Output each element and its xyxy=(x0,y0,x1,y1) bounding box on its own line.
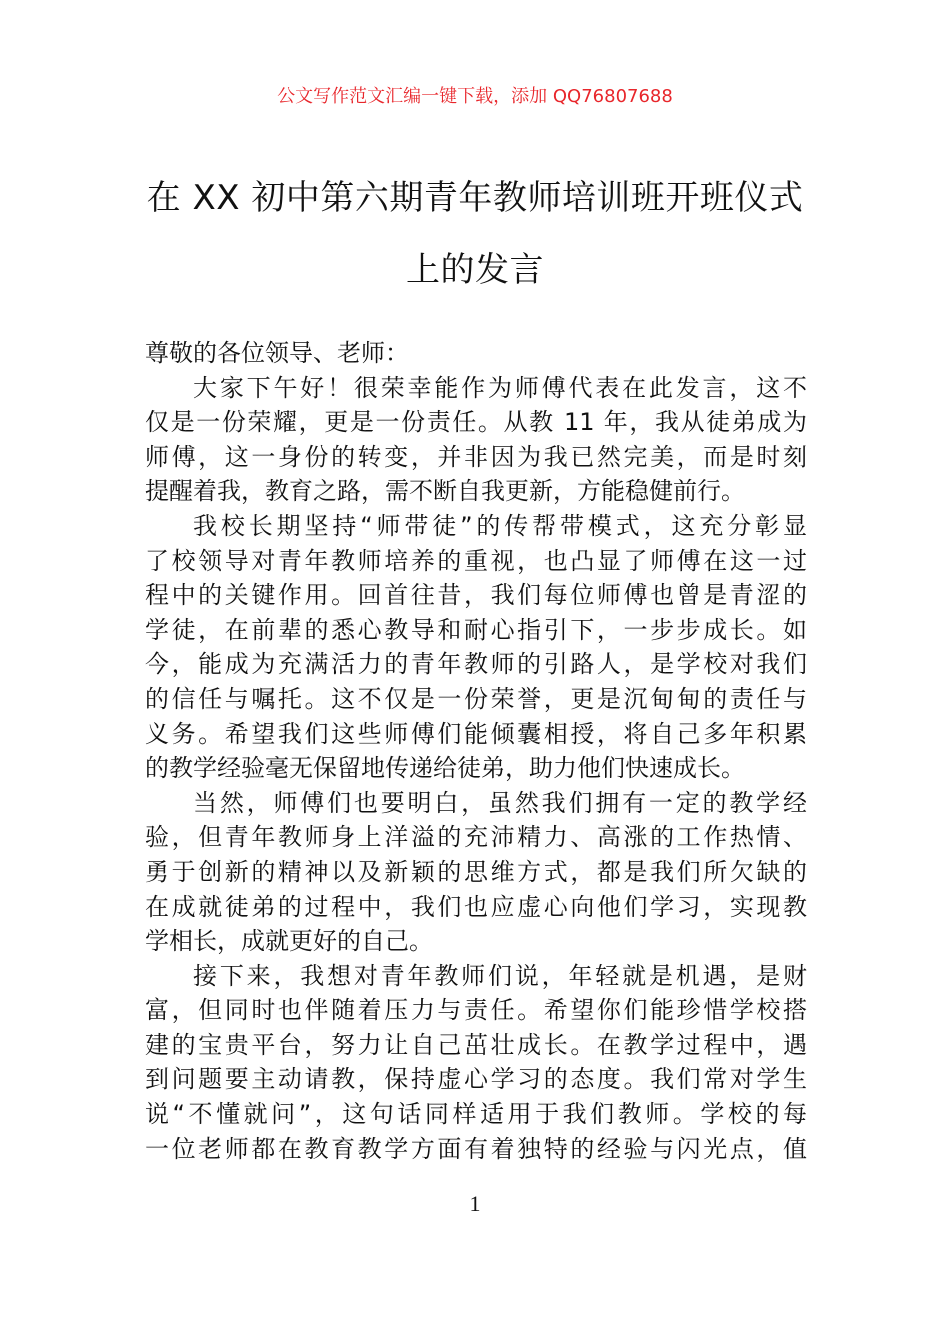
title-line-1: 在 XX 初中第六期青年教师培训班开班仪式 xyxy=(146,178,804,218)
paragraph-line: 提醒着我，教育之路，需不断自我更新，方能稳健前行。 xyxy=(145,477,745,506)
paragraph-1 xyxy=(145,371,807,509)
paragraph-line: 在成就徒弟的过程中，我们也应虚心向他们学习，实现教 xyxy=(145,892,807,921)
paragraph-line: 我校长期坚持“师带徒”的传帮带模式，这充分彰显 xyxy=(193,511,807,540)
paragraph-line: 仅是一份荣耀，更是一份责任。从教 11 年，我从徒弟成为 xyxy=(145,408,807,437)
document-body xyxy=(145,336,807,1166)
paragraph-line: 到问题要主动请教，保持虚心学习的态度。我们常对学生 xyxy=(145,1065,807,1094)
paragraph-line: 富，但同时也伴随着压力与责任。希望你们能珍惜学校搭 xyxy=(145,996,807,1025)
paragraph-line: 接下来，我想对青年教师们说，年轻就是机遇，是财 xyxy=(193,961,807,990)
paragraph-line: 今，能成为充满活力的青年教师的引路人，是学校对我们 xyxy=(145,650,807,679)
paragraph-line: 学徒，在前辈的悉心教导和耐心指引下，一步步成长。如 xyxy=(145,615,807,644)
paragraph-line: 师傅，这一身份的转变，并非因为我已然完美，而是时刻 xyxy=(145,442,807,471)
document-title xyxy=(140,162,810,306)
paragraph-line: 大家下午好！很荣幸能作为师傅代表在此发言，这不 xyxy=(193,373,807,402)
paragraph-line: 当然，师傅们也要明白，虽然我们拥有一定的教学经 xyxy=(193,788,807,817)
paragraph-line: 勇于创新的精神以及新颖的思维方式，都是我们所欠缺的 xyxy=(145,857,807,886)
paragraph-line: 了校领导对青年教师培养的重视，也凸显了师傅在这一过 xyxy=(145,546,807,575)
paragraph-3 xyxy=(145,786,807,959)
paragraph-line: 一位老师都在教育教学方面有着独特的经验与闪光点，值 xyxy=(145,1134,807,1163)
salutation: 尊敬的各位领导、老师： xyxy=(145,339,409,367)
paragraph-4 xyxy=(145,959,807,1167)
paragraph-2 xyxy=(145,509,807,786)
paragraph-line: 学相长，成就更好的自己。 xyxy=(145,927,433,956)
paragraph-line: 义务。希望我们这些师傅们能倾囊相授，将自己多年积累 xyxy=(145,719,807,748)
page-number: 1 xyxy=(469,1191,481,1216)
title-line-2: 上的发言 xyxy=(406,250,544,290)
paragraph-line: 建的宝贵平台，努力让自己茁壮成长。在教学过程中，遇 xyxy=(145,1030,807,1059)
download-promo-note: 公文写作范文汇编一键下载，添加 QQ76807688 xyxy=(277,86,673,107)
paragraph-line: 的教学经验毫无保留地传递给徒弟，助力他们快速成长。 xyxy=(145,754,745,783)
paragraph-line: 说“不懂就问”，这句话同样适用于我们教师。学校的每 xyxy=(145,1100,807,1129)
paragraph-line: 验，但青年教师身上洋溢的充沛精力、高涨的工作热情、 xyxy=(145,823,807,852)
paragraph-line: 程中的关键作用。回首往昔，我们每位师傅也曾是青涩的 xyxy=(145,581,807,610)
paragraph-line: 的信任与嘱托。这不仅是一份荣誉，更是沉甸甸的责任与 xyxy=(145,684,807,713)
